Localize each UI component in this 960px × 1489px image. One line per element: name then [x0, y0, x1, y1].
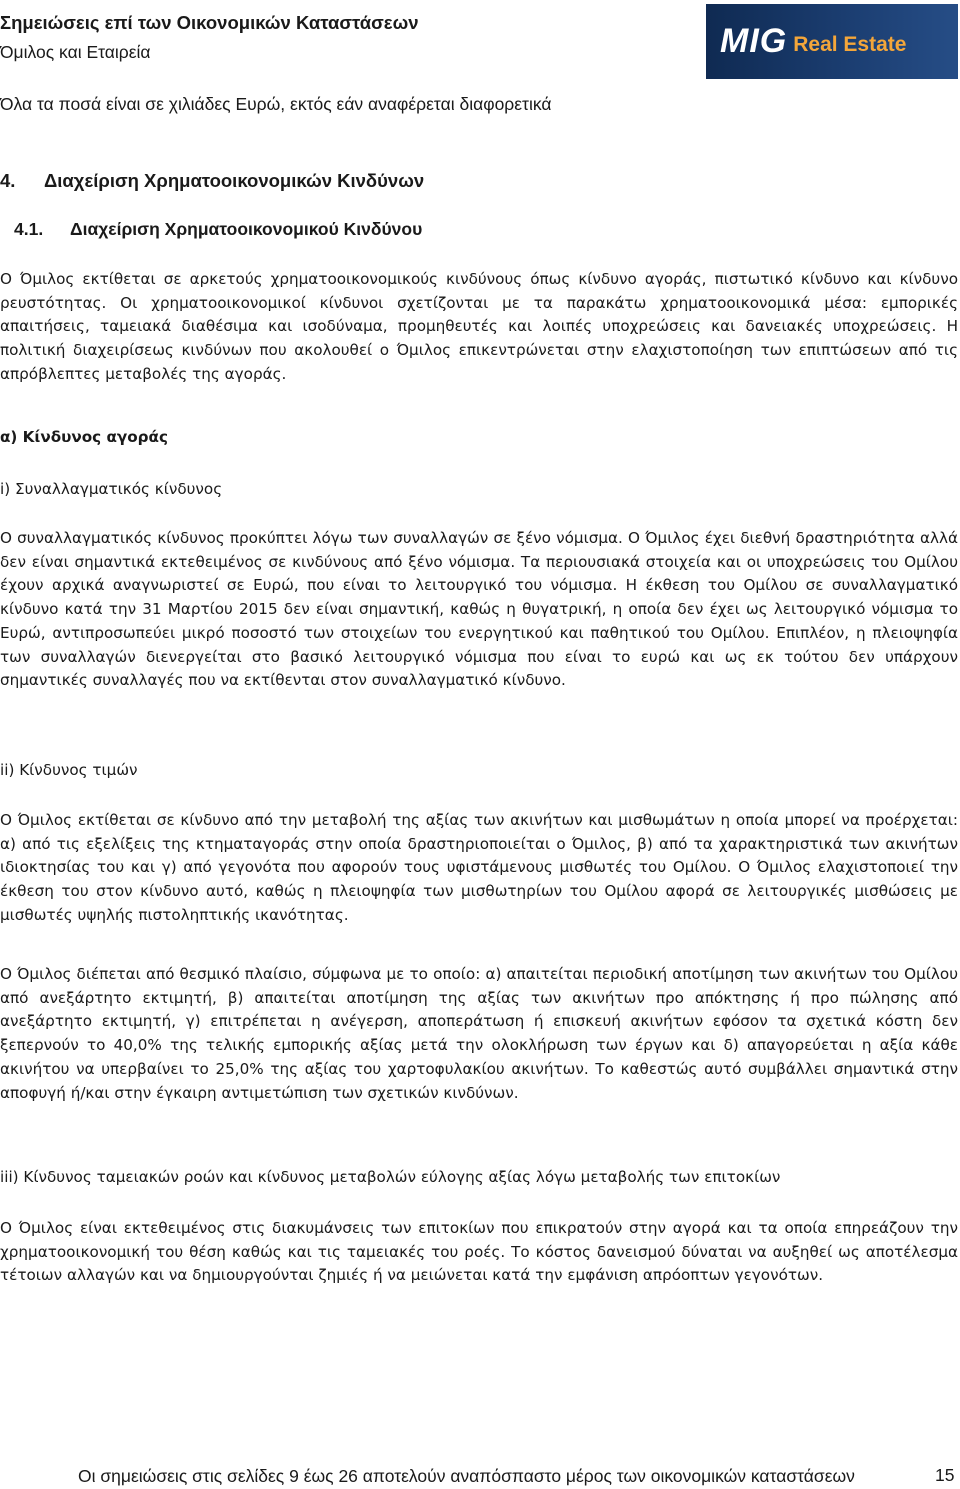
section-number: 4. [0, 170, 16, 191]
fx-risk-paragraph: Ο συναλλαγματικός κίνδυνος προκύπτει λόγω των συναλλαγών σε ξένο νόμισμα. Ο Όμιλος έχει διεθνή δραστηριότητα αλλά δεν είναι σημαντικά εκτεθειμένος σε κινδύνους από ξένο νόμισμα. Τα περιουσιακά στοιχεία και οι υποχρεώσεις του Ομίλου έχουν αρχικά αναγνωριστεί σε Ευρώ, που είναι το λειτουργικό του νόμισμα. Η έκθεση του Ομίλου σε συναλλαγματικό κίνδυνο κατά την 31 Μαρτίου 2015 δεν είναι σημαντική, καθώς η θυγατρική, η οποία δεν έχει ως λειτουργικό νόμισμα το Ευρώ, αντιπροσωπεύει μικρό ποσοστό των στοιχείων του ενεργητικού και παθητικού του Ομίλου. Επιπλέον, η πλειοψηφία των συναλλαγών διενεργείται στο βασικό λειτουργικό νόμισμα που είναι το ευρώ και ως εκ τούτου δεν υπάρχουν σημαντικές συναλλαγές που να εκτίθενται στον συναλλαγματικό κίνδυνο. [0, 529, 958, 690]
price-risk-paragraph-2: Ο Όμιλος διέπεται από θεσμικό πλαίσιο, σύμφωνα με το οποίο: α) απαιτείται περιοδική αποτίμηση των ακινήτων του Ομίλου από ανεξάρτητο εκτιμητή, β) απαιτείται αποτίμηση της αξίας των ακινήτων προ απόκτησης ή προ πώλησης από ανεξάρτητο εκτιμητή, γ) επιτρέπεται η ανέγερση, αποπεράτωση ή επισκευή ακινήτων εφόσον τα σχετικά κόστη δεν ξεπερνούν το 40,0% της τελικής εμπορικής αξίας μετά την ολοκλήρωση των έργων και δ) απαγορεύεται η αξία κάθε ακινήτου να υπερβαίνει το 25,0% της αξίας του χαρτοφυλακίου ακινήτων. Το καθεστώς αυτό συμβάλλει σημαντικά στην αποφυγή ή/και στην έγκαιρη αντιμετώπιση των σχετικών κινδύνων. [0, 965, 958, 1102]
header-subtitle: Όμιλος και Εταιρεία [0, 42, 151, 62]
interest-risk-paragraph: Ο Όμιλος είναι εκτεθειμένος στις διακυμάνσεις των επιτοκίων που επικρατούν στην αγορά και τα οποία επηρεάζουν την χρηματοοικονομική του θέση καθώς και τις ταμειακές του ροές. Το κόστος δανεισμού δύναται να αυξηθεί ως αποτέλεσμα τέτοιων αλλαγών και να δημιουργούνται ζημιές ή να μειώνεται κατά την εμφάνιση απρόοπτων γεγονότων. [0, 1219, 958, 1285]
fx-risk-heading: i) Συναλλαγματικός κίνδυνος [0, 480, 223, 498]
logo-mig-text: MIG [720, 22, 788, 60]
interest-risk-heading: iii) Κίνδυνος ταμειακών ροών και κίνδυνος μεταβολών εύλογης αξίας λόγω μεταβολής των επιτοκίων [0, 1168, 781, 1186]
price-risk-heading: ii) Κίνδυνος τιμών [0, 761, 138, 779]
header-currency-note: Όλα τα ποσά είναι σε χιλιάδες Ευρώ, εκτός εάν αναφέρεται διαφορετικά [0, 94, 552, 114]
footer-note: Οι σημειώσεις στις σελίδες 9 έως 26 αποτελούν αναπόσπαστο μέρος των οικονομικών καταστάσεων [78, 1466, 855, 1486]
section-title: Διαχείριση Χρηματοοικονομικών Κινδύνων [44, 170, 425, 191]
logo-real-estate-text: Real Estate [793, 32, 907, 56]
header-title: Σημειώσεις επί των Οικονομικών Καταστάσεων [0, 12, 419, 33]
subsection-number: 4.1. [14, 219, 44, 239]
page-number: 15 [935, 1465, 955, 1485]
subsection-title: Διαχείριση Χρηματοοικονομικού Κινδύνου [70, 219, 423, 239]
market-risk-heading: α) Κίνδυνος αγοράς [0, 428, 168, 446]
company-logo [706, 4, 958, 79]
subsection-heading [14, 219, 422, 240]
price-risk-paragraph-1: Ο Όμιλος εκτίθεται σε κίνδυνο από την μεταβολή της αξίας των ακινήτων και μισθωμάτων η οποία μπορεί να προέρχεται: α) από τις εξελίξεις της κτηματαγοράς στην οποία δραστηριοποιείται ο Όμιλος, β) από τα χαρακτηριστικά των ακινήτων ιδιοκτησίας του και γ) από γεγονότα που αφορούν τους υφιστάμενους μισθωτές του Ομίλου. Ο Όμιλος ελαχιστοποιεί την έκθεση του στον κίνδυνο αυτό, καθώς η πλειοψηφία των μισθωτηρίων του Ομίλου αφορά σε λειτουργικές μισθώσεις με μισθωτές υψηλής πιστοληπτικής ικανότητας. [0, 811, 958, 924]
section-heading [0, 170, 424, 192]
intro-paragraph: Ο Όμιλος εκτίθεται σε αρκετούς χρηματοοικονομικούς κινδύνους όπως κίνδυνο αγοράς, πιστωτικό κίνδυνο και κίνδυνο ρευστότητας. Οι χρηματοοικονομικοί κίνδυνοι σχετίζονται με τα παρακάτω χρηματοοικονομικά μέσα: εμπορικές απαιτήσεις, ταμειακά διαθέσιμα και ισοδύναμα, προμηθευτές και λοιπές υποχρεώσεις και δανειακές υποχρεώσεις. Η πολιτική διαχειρίσεως κινδύνων που ακολουθεί ο Όμιλος επικεντρώνεται στην ελαχιστοποίηση των επιπτώσεων από τις απρόβλεπτες μεταβολές της αγοράς. [0, 270, 958, 383]
